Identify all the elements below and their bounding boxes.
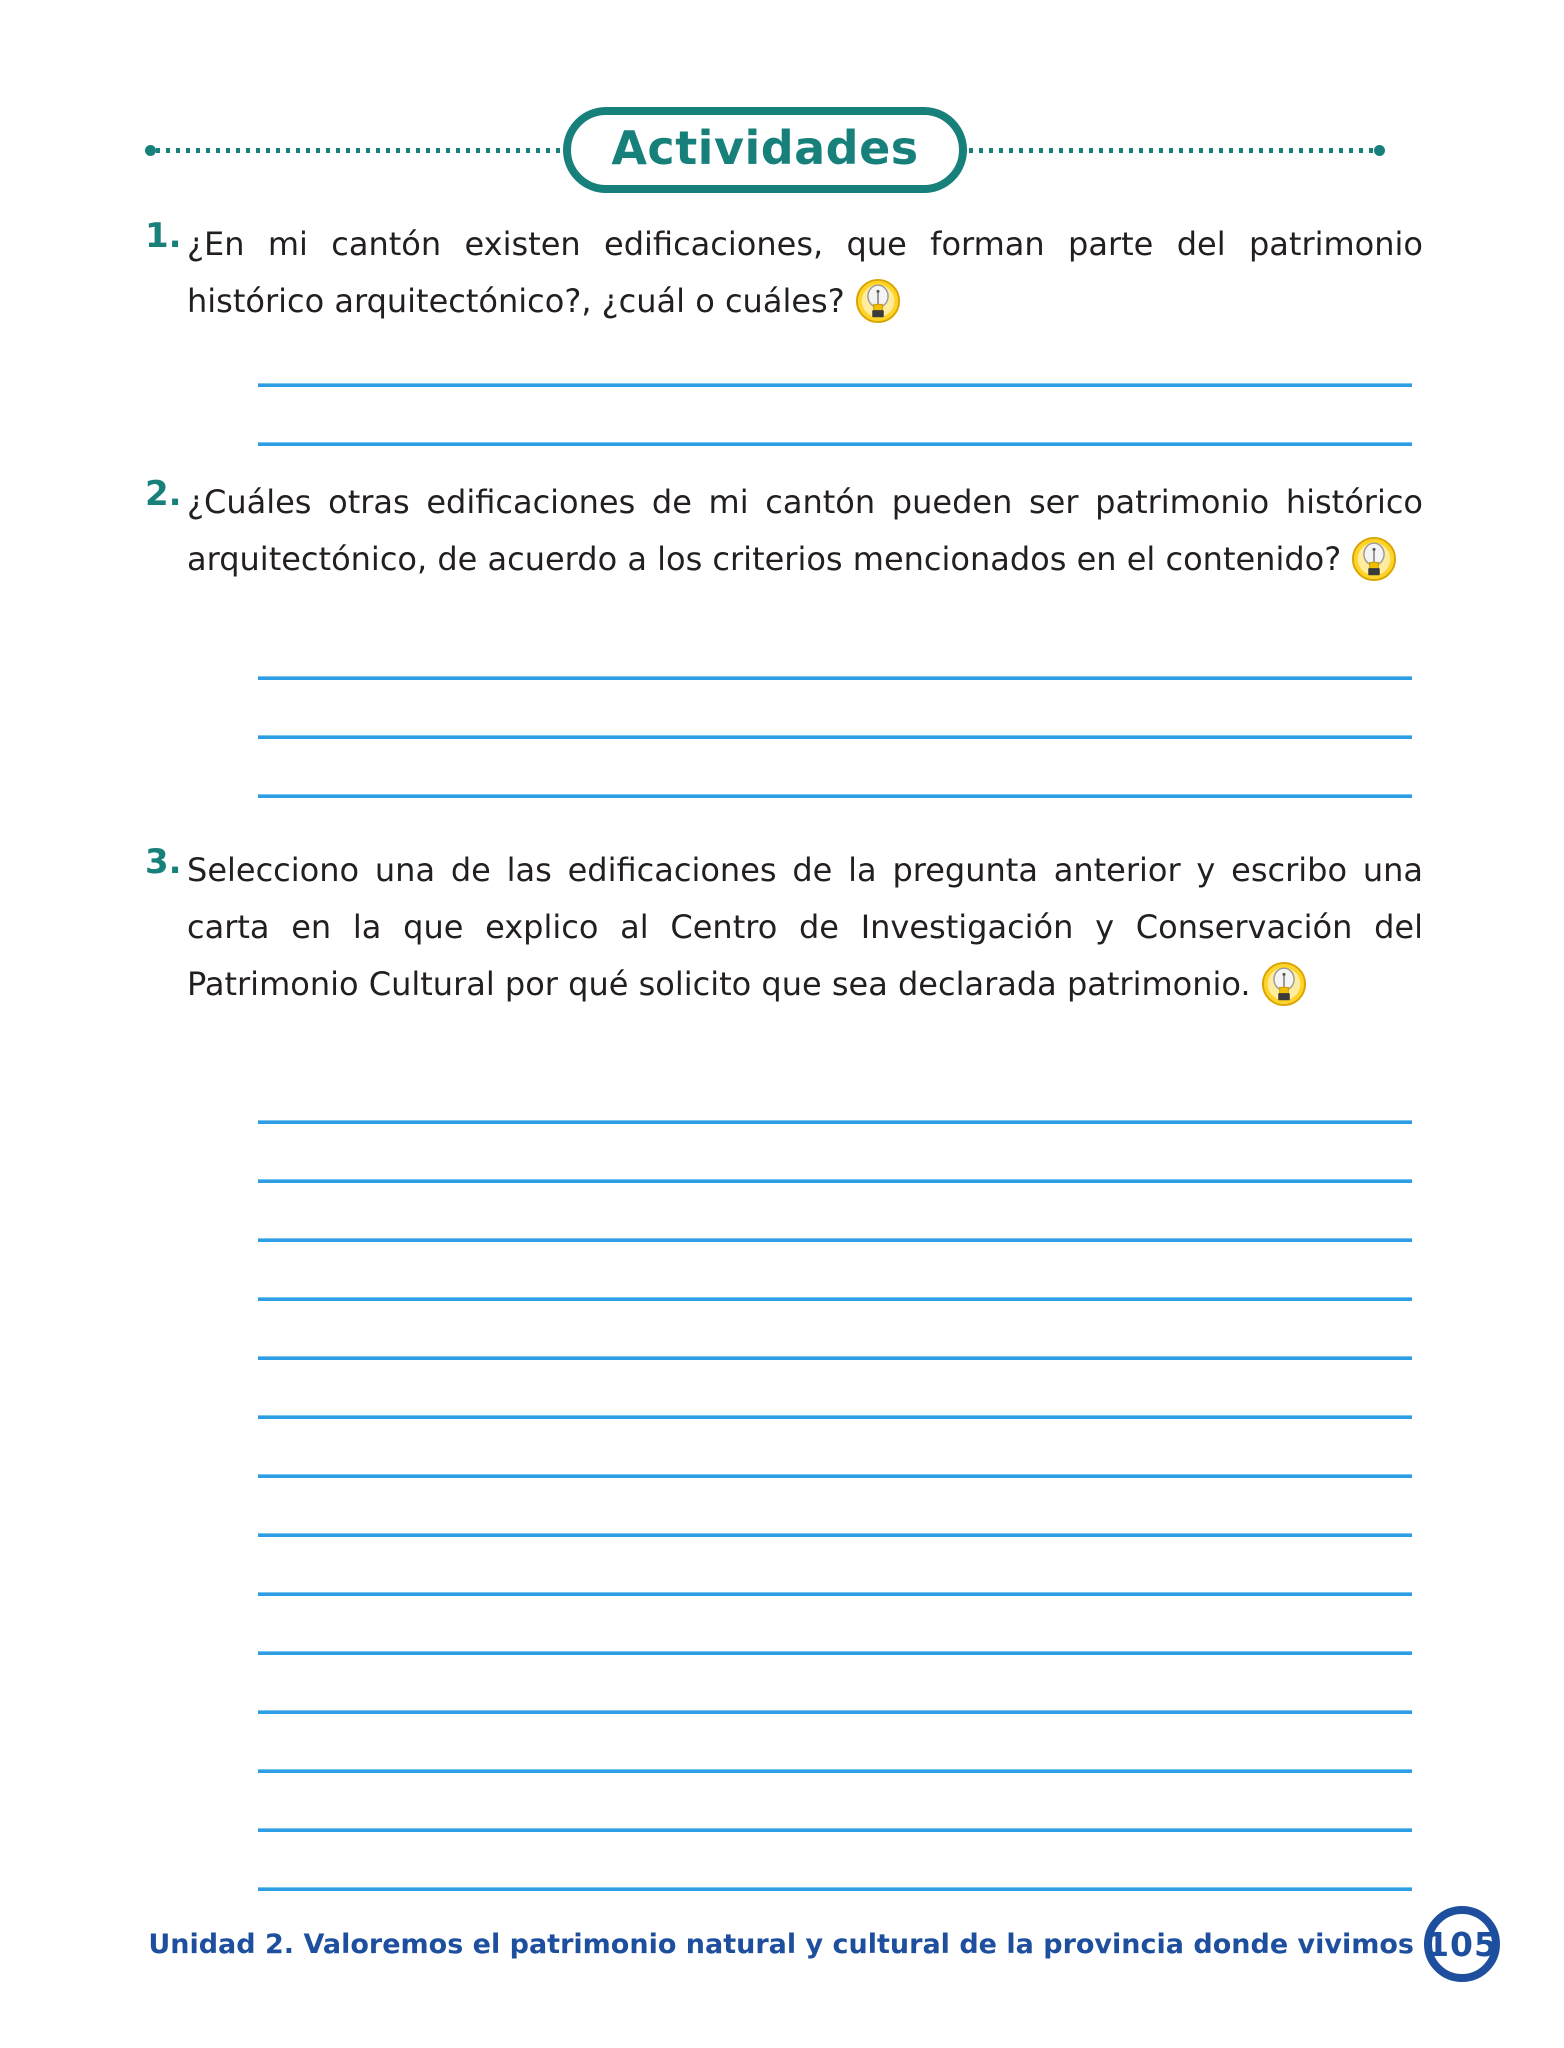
question-2	[145, 474, 1423, 588]
question-3-number: 3.	[145, 842, 182, 882]
unit-caption: Unidad 2. Valoremos el patrimonio natural y cultural de la provincia donde vivimos	[148, 1928, 1414, 1960]
answer-line	[258, 676, 1412, 680]
question-1-text	[187, 216, 1423, 330]
answer-line	[258, 735, 1412, 739]
page-footer	[0, 1904, 1500, 1984]
answer-line	[258, 1533, 1412, 1537]
question-2-number: 2.	[145, 474, 182, 514]
question-3-text	[187, 842, 1423, 1013]
question-2-text-content: ¿Cuáles otras edificaciones de mi cantón pueden ser patrimonio histórico arquitectónico, de acuerdo a los criterios mencionados en el contenido?	[187, 483, 1423, 578]
answer-line	[258, 1887, 1412, 1891]
answer-line	[258, 1710, 1412, 1714]
answer-line	[258, 1297, 1412, 1301]
answer-line	[258, 794, 1412, 798]
question-1-number: 1.	[145, 216, 182, 256]
page-title: Actividades	[611, 121, 919, 175]
dotted-rule-left	[156, 148, 561, 153]
question-3	[145, 842, 1423, 1013]
answer-line	[258, 1828, 1412, 1832]
activities-header	[145, 112, 1385, 188]
activities-badge	[563, 107, 966, 193]
left-end-dot	[145, 145, 156, 156]
answer-line	[258, 1474, 1412, 1478]
answer-line	[258, 1179, 1412, 1183]
lightbulb-icon	[855, 278, 901, 324]
question-3-text-content: Selecciono una de las edificaciones de la pregunta anterior y escribo una carta en la que explico al Centro de Investigación y Conservación del Patrimonio Cultural por qué solicito que sea declarada patrimonio.	[187, 851, 1423, 1003]
page-number: 105	[1426, 1924, 1498, 1964]
question-1	[145, 216, 1423, 330]
answer-line	[258, 1415, 1412, 1419]
answer-line	[258, 1769, 1412, 1773]
answer-line	[258, 1238, 1412, 1242]
page-number-badge	[1424, 1906, 1500, 1982]
lightbulb-icon	[1351, 536, 1397, 582]
answer-line	[258, 1120, 1412, 1124]
answer-line	[258, 383, 1412, 387]
dotted-rule-right	[969, 148, 1374, 153]
question-2-text	[187, 474, 1423, 588]
right-end-dot	[1374, 145, 1385, 156]
question-1-text-content: ¿En mi cantón existen edificaciones, que forman parte del patrimonio histórico arquitectónico?, ¿cuál o cuáles?	[187, 225, 1423, 320]
question-3-answer-lines	[258, 1120, 1412, 1946]
answer-line	[258, 1592, 1412, 1596]
answer-line	[258, 442, 1412, 446]
answer-line	[258, 1356, 1412, 1360]
answer-line	[258, 1651, 1412, 1655]
lightbulb-icon	[1261, 961, 1307, 1007]
question-2-answer-lines	[258, 676, 1412, 853]
